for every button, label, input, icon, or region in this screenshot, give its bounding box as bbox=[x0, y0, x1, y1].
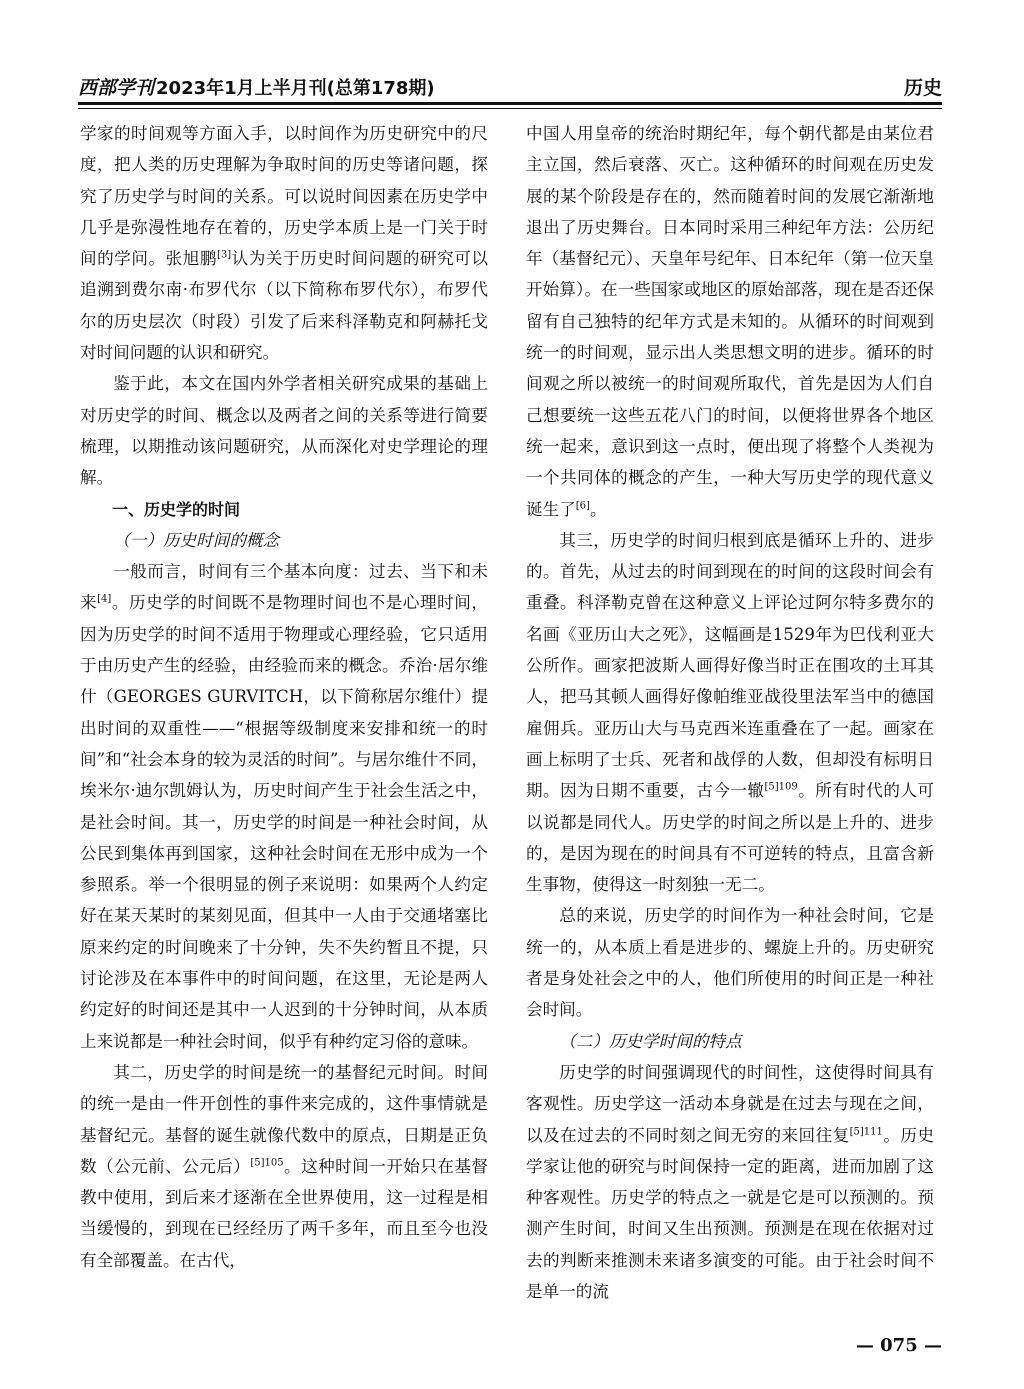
header-rule-thick bbox=[78, 102, 942, 105]
text-run: 。历史学的时间既不是物理时间也不是心理时间，因为历史学的时间不适用于物理或心理经验，它只适用于由历史产生的经验，由经验而来的概念。乔治·居尔维什（GEORGES GURVITCH，以下简称居尔维什）提出时间的双重性——“根据等级制度来安排和统一的时间”和“社会本身的较为灵活的时间”。与居尔维什不同，埃米尔·迪尔凯姆认为，历史时间产生于社会生活之中，是社会时间。其一，历史学的时间是一种社会时间，从公民到集体再到国家，这种社会时间在无形中成为一个参照系。举一个很明显的例子来说明：如果两个人约定好在某天某时的某刻见面，但其中一人由于交通堵塞比原来约定的时间晚来了十分钟，失不失约暂且不提，只讨论涉及在本事件中的时间问题，在这里，无论是两人约定好的时间还是其中一人迟到的十分钟时间，从本质上来说都是一种社会时间，似乎有种约定习俗的意味。 bbox=[80, 593, 489, 1051]
text-run: 总的来说，历史学的时间作为一种社会时间，它是统一的，从本质上看是进步的、螺旋上升的。历史研究者是身处社会之中的人，他们所使用的时间正是一种社会时间。 bbox=[526, 906, 934, 1020]
subsection-heading bbox=[526, 1026, 934, 1057]
paragraph bbox=[80, 556, 488, 1057]
text-run: 其二，历史学的时间是统一的基督纪元时间。时间的统一是由一件开创性的事件来完成的，这件事情就是基督纪元。基督的诞生就像代数中的原点，日期是正负数（公元前、公元后） bbox=[80, 1062, 488, 1176]
text-run: （一）历史时间的概念 bbox=[113, 530, 280, 550]
text-run: 。所有时代的人可以说都是同代人。历史学的时间之所以是上升的、进步的，是因为现在的时间具有不可逆转的特点，且富含新生事物，使得这一时刻独一无二。 bbox=[526, 781, 935, 895]
page-number: — 075 — bbox=[855, 1335, 942, 1356]
section-name: 历史 bbox=[903, 77, 942, 99]
text-run: 中国人用皇帝的统治时期纪年，每个朝代都是由某位君主立国，然后衰落、灭亡。这种循环的时间观在历史发展的某个阶段是存在的，然而随着时间的发展它渐渐地退出了历史舞台。日本同时采用三种纪年方法：公历纪年（基督纪元）、天皇年号纪年、日本纪年（第一位天皇开始算）。在一些国家或地区的原始部落，现在是否还保留有自己独特的纪年方式是未知的。从循环的时间观到统一的时间观，显示出人类思想文明的进步。循环的时间观之所以被统一的时间观所取代，首先是因为人们自己想要统一这些五花八门的时间，以便将世界各个地区统一起来，意识到这一点时，便出现了将整个人类视为一个共同体的概念的产生，一种大写历史学的现代意义诞生了 bbox=[526, 124, 934, 519]
text-run: （二）历史学时间的特点 bbox=[559, 1031, 742, 1051]
right-column bbox=[526, 118, 934, 1307]
citation-ref: [5]105 bbox=[250, 1157, 284, 1169]
text-run: 一般而言，时间有三个基本向度：过去、当下和未来 bbox=[80, 562, 488, 613]
text-run: 。 bbox=[589, 499, 607, 519]
paragraph bbox=[80, 118, 488, 368]
citation-ref: [3] bbox=[216, 249, 232, 261]
paragraph bbox=[526, 525, 934, 901]
text-run: 其三，历史学的时间归根到底是循环上升的、进步的。首先，从过去的时间到现在的时间的这段时间会有重叠。科泽勒克曾在这种意义上评论过阿尔特多费尔的名画《亚历山大之死》，这幅画是1529年为巴伐利亚大公所作。画家把波斯人画得好像当时正在围攻的土耳其人，把马其顿人画得好像帕维亚战役里法军当中的德国雇佣兵。亚历山大与马克西米连重叠在了一起。画家在画上标明了士兵、死者和战俘的人数，但却没有标明日期。因为日期不重要，古今一辙 bbox=[526, 530, 934, 801]
text-run: 一、历史学的时间 bbox=[112, 499, 241, 519]
paragraph bbox=[526, 1057, 934, 1307]
paragraph bbox=[80, 368, 488, 493]
paragraph bbox=[526, 118, 934, 525]
section-heading bbox=[80, 494, 488, 525]
text-run: 。历史学家让他的研究与时间保持一定的距离，进而加剧了这种客观性。历史学的特点之一就是它是可以预测的。预测产生时间，时间又生出预测。预测是在现在依据对过去的判断来推测未来诸多演变的可能。由于社会时间不是单一的流 bbox=[526, 1125, 935, 1301]
text-run: 认为关于历史时间问题的研究可以追溯到费尔南·布罗代尔（以下简称布罗代尔），布罗代尔的历史层次（时段）引发了后来科泽勒克和阿赫托戈对时间问题的认识和研究。 bbox=[80, 249, 488, 363]
running-header bbox=[78, 74, 942, 100]
text-run: 。这种时间一开始只在基督教中使用，到后来才逐渐在全世界使用，这一过程是相当缓慢的，到现在已经经历了两千多年，而且至今也没有全部覆盖。在古代， bbox=[80, 1156, 489, 1270]
paragraph bbox=[526, 900, 934, 1025]
journal-issue: 2023年1月上半月刊(总第178期) bbox=[156, 78, 435, 99]
citation-ref: [5]111 bbox=[849, 1125, 883, 1137]
journal-logo: 西部学刊 bbox=[78, 77, 155, 99]
paragraph bbox=[80, 1057, 488, 1276]
journal-title bbox=[78, 73, 435, 100]
text-run: 鉴于此，本文在国内外学者相关研究成果的基础上对历史学的时间、概念以及两者之间的关系等进行简要梳理，以期推动该问题研究，从而深化对史学理论的理解。 bbox=[80, 374, 488, 488]
citation-ref: [4] bbox=[97, 593, 112, 605]
subsection-heading bbox=[80, 525, 488, 556]
citation-ref: [5]109 bbox=[764, 781, 798, 793]
text-run: 历史学的时间强调现代的时间性，这使得时间具有客观性。历史学这一活动本身就是在过去与现在之间，以及在过去的不同时刻之间无穷的来回往复 bbox=[526, 1062, 934, 1145]
header-rule-thin bbox=[78, 108, 942, 109]
text-run: 学家的时间观等方面入手，以时间作为历史研究中的尺度，把人类的历史理解为争取时间的历史等诸问题，探究了历史学与时间的关系。可以说时间因素在历史学中几乎是弥漫性地存在着的，历史学本质上是一门关于时间的学问。张旭鹏 bbox=[80, 124, 488, 269]
left-column bbox=[80, 118, 488, 1276]
citation-ref: [6] bbox=[575, 500, 590, 512]
